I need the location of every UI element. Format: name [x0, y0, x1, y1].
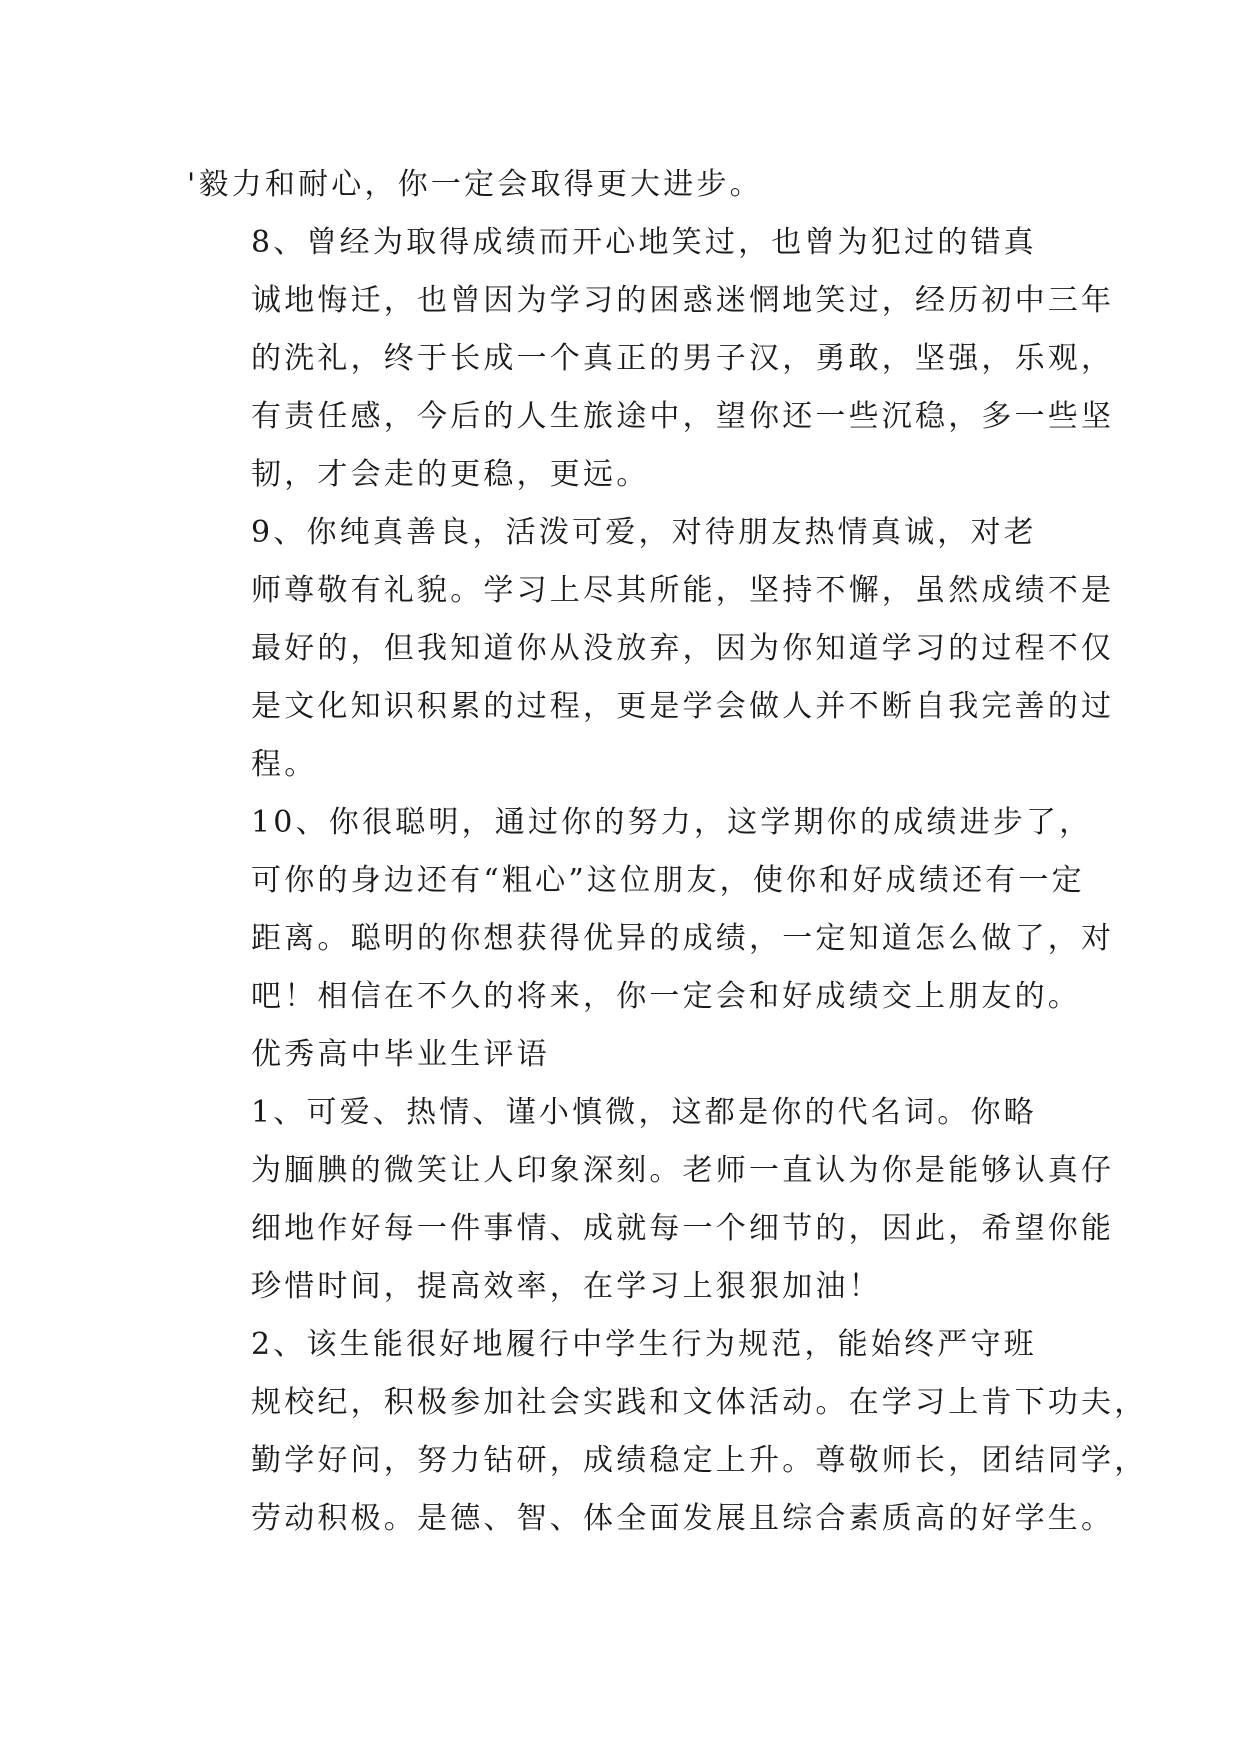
text-line: 最好的，但我知道你从没放弃，因为你知道学习的过程不仅	[251, 631, 1115, 666]
text-line: 程。	[251, 747, 318, 782]
text-line: 劳动积极。是德、智、体全面发展且综合素质高的好学生。	[251, 1501, 1115, 1536]
text-line: 为腼腆的微笑让人印象深刻。老师一直认为你是能够认真仔	[251, 1153, 1115, 1188]
text-line: 师尊敬有礼貌。学习上尽其所能，坚持不懈，虽然成绩不是	[251, 573, 1115, 608]
text-line: 10、你很聪明，通过你的努力，这学期你的成绩进步了，	[251, 805, 1093, 840]
section-heading	[187, 1026, 1067, 1084]
text-line: 珍惜时间，提高效率，在学习上狠狠加油！	[251, 1269, 882, 1304]
paragraph-comment-10	[187, 794, 1115, 1026]
text-line: 的洗礼，终于长成一个真正的男子汉，勇敢，坚强，乐观，	[251, 341, 1115, 376]
text-line: 有责任感，今后的人生旅途中，望你还一些沉稳，多一些坚	[251, 399, 1115, 434]
text-line: 细地作好每一件事情、成就每一个细节的，因此，希望你能	[251, 1211, 1115, 1246]
text-line: '毅力和耐心，你一定会取得更大进步。	[187, 167, 763, 202]
text-line: 距离。聪明的你想获得优异的成绩，一定知道怎么做了，对	[251, 921, 1115, 956]
paragraph-comment-2	[187, 1316, 1148, 1548]
text-line: 吧！相信在不久的将来，你一定会和好成绩交上朋友的。	[251, 979, 1081, 1014]
text-line: 诚地悔迁，也曾因为学习的困惑迷惘地笑过，经历初中三年	[251, 283, 1115, 318]
text-line: 2、该生能很好地履行中学生行为规范，能始终严守班	[251, 1327, 1037, 1362]
text-line: 勤学好问，努力钻研，成绩稳定上升。尊敬师长，团结同学，	[251, 1443, 1148, 1478]
text-line: 9、你纯真善良，活泼可爱，对待朋友热情真诚，对老	[251, 515, 1037, 550]
text-line: 1、可爱、热情、谨小慎微，这都是你的代名词。你略	[251, 1095, 1037, 1130]
paragraph-comment-1	[187, 1084, 1115, 1316]
paragraph-comment-9	[187, 504, 1115, 794]
text-line: 是文化知识积累的过程，更是学会做人并不断自我完善的过	[251, 689, 1115, 724]
text-line: 韧，才会走的更稳，更远。	[251, 457, 650, 492]
text-line: 可你的身边还有“粗心”这位朋友，使你和好成绩还有一定	[251, 863, 1085, 898]
document-body	[187, 156, 1148, 1548]
paragraph-comment-8	[187, 214, 1115, 504]
text-line: 8、曾经为取得成绩而开心地笑过，也曾为犯过的错真	[251, 225, 1037, 260]
heading-text: 优秀高中毕业生评语	[251, 1037, 550, 1072]
text-line: 规校纪，积极参加社会实践和文体活动。在学习上肯下功夫，	[251, 1385, 1148, 1420]
paragraph-continuation	[187, 156, 1067, 214]
